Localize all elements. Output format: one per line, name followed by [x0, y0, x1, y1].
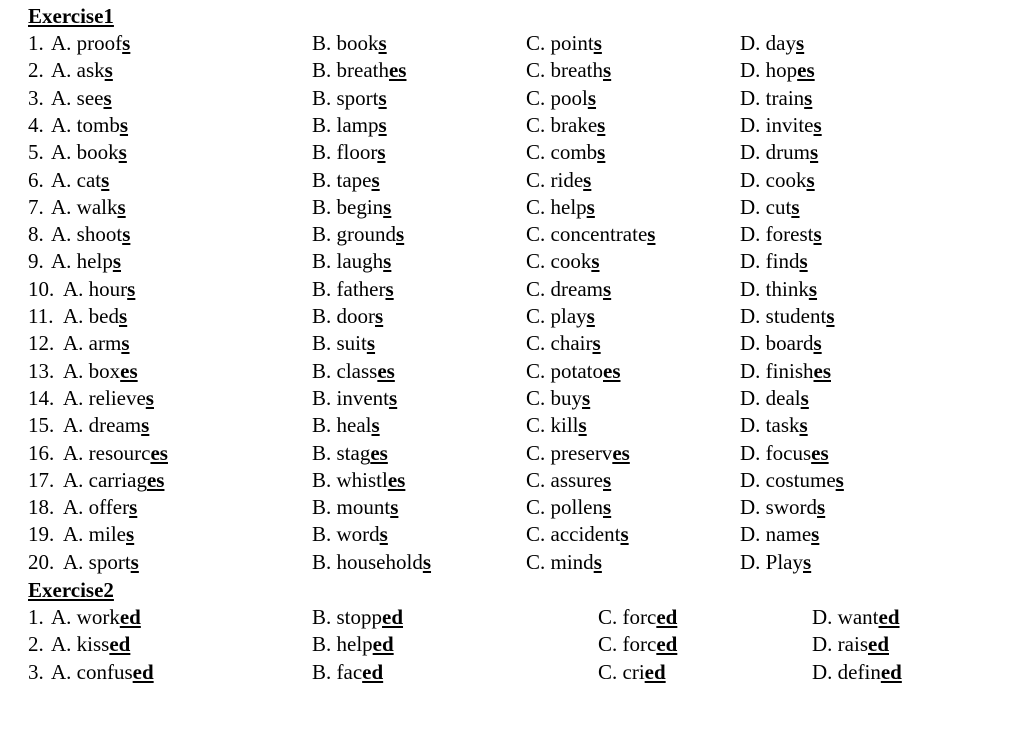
ending-highlight: s [127, 276, 136, 301]
ending-highlight: s [145, 385, 154, 410]
option-b: B. lamps [312, 112, 387, 137]
option-c: C. pools [526, 85, 597, 110]
option-b: B. floors [312, 140, 386, 165]
ending-highlight: s [806, 167, 815, 192]
ending-highlight: s [602, 276, 612, 301]
ending-highlight: s [122, 31, 131, 55]
ending-highlight: ed [132, 659, 154, 684]
question-row [0, 521, 1024, 548]
option-b: B. whistles [312, 467, 406, 492]
option-d: D. days [740, 31, 805, 55]
ending-highlight: s [122, 222, 131, 247]
ending-highlight: s [803, 549, 812, 574]
ending-highlight: s [799, 249, 808, 274]
option-c: C. forced [598, 632, 678, 657]
option-c: C. assures [526, 467, 612, 492]
ending-highlight: s [591, 249, 600, 274]
option-b: B. faced [312, 659, 384, 684]
option-a: A. worked [51, 605, 141, 629]
ending-highlight: ed [878, 605, 900, 629]
ending-highlight: s [104, 58, 113, 83]
question-row [0, 659, 1024, 686]
ending-highlight: s [597, 140, 606, 165]
ending-highlight: s [796, 31, 805, 55]
ending-highlight: s [647, 222, 656, 247]
question-row [0, 303, 1024, 330]
question-row [0, 276, 1024, 303]
ending-highlight: s [810, 140, 819, 165]
option-a: A. tombs [51, 112, 129, 137]
option-a: A. helps [51, 249, 122, 274]
ending-highlight: s [804, 85, 813, 110]
question-row [0, 330, 1024, 357]
ending-highlight: s [620, 522, 629, 547]
option-d: D. cuts [740, 194, 800, 219]
option-d: D. defined [812, 659, 902, 684]
question-number: 15. [28, 413, 55, 438]
ending-highlight: s [422, 549, 432, 574]
ending-highlight: s [799, 413, 808, 438]
ending-highlight: s [578, 413, 587, 438]
ending-highlight: ed [656, 605, 678, 629]
option-c: C. dreams [526, 276, 612, 301]
ending-highlight: s [126, 522, 135, 547]
question-row [0, 412, 1024, 439]
question-row [0, 467, 1024, 494]
ending-highlight: s [800, 385, 809, 410]
ending-highlight: s [383, 194, 392, 219]
ending-highlight: s [826, 304, 835, 328]
option-d: D. hopes [740, 58, 815, 83]
question-number: 3. [28, 85, 44, 110]
option-c: C. pollens [526, 495, 612, 520]
option-c: C. accidents [526, 522, 629, 547]
option-c: C. minds [526, 549, 602, 574]
question-row [0, 194, 1024, 221]
ending-highlight: s [121, 331, 130, 356]
ending-highlight: s [791, 194, 800, 219]
ending-highlight: es [387, 467, 406, 492]
option-b: B. mounts [312, 495, 399, 520]
ending-highlight: s [129, 495, 138, 520]
option-a: A. walks [51, 194, 126, 219]
ending-highlight: es [388, 58, 407, 83]
exercise1-heading: Exercise1 [28, 4, 114, 28]
option-c: C. concentrates [526, 222, 656, 247]
question-number: 1. [28, 605, 44, 629]
option-b: B. helped [312, 632, 394, 657]
option-c: C. plays [526, 304, 595, 328]
option-d: D. invites [740, 112, 822, 137]
ending-highlight: es [811, 440, 829, 465]
question-row [0, 631, 1024, 658]
option-a: A. sees [51, 85, 112, 110]
option-c: C. points [526, 31, 602, 55]
option-a: A. carriages [63, 467, 165, 492]
question-number: 16. [28, 440, 55, 465]
ending-highlight: s [813, 112, 822, 137]
option-a: A. sports [63, 549, 139, 574]
ending-highlight: ed [880, 659, 902, 684]
option-d: D. Plays [740, 549, 812, 574]
ending-highlight: s [118, 140, 127, 165]
question-row [0, 85, 1024, 112]
ending-highlight: s [379, 522, 388, 547]
ending-highlight: es [370, 440, 388, 465]
option-b: B. laughs [312, 249, 392, 274]
ending-highlight: s [389, 385, 398, 410]
ending-highlight: ed [372, 632, 394, 657]
ending-highlight: s [383, 249, 392, 274]
option-c: C. potatoes [526, 358, 621, 383]
option-d: D. thinks [740, 276, 818, 301]
question-row [0, 30, 1024, 57]
option-a: A. dreams [63, 413, 150, 438]
option-b: B. grounds [312, 222, 405, 247]
option-a: A. hours [63, 276, 136, 301]
ending-highlight: s [130, 549, 139, 574]
question-row [0, 248, 1024, 275]
option-b: B. classes [312, 358, 395, 383]
option-b: B. stages [312, 440, 388, 465]
option-c: C. brakes [526, 112, 606, 137]
ending-highlight: es [813, 358, 831, 383]
exercise2-heading: Exercise2 [28, 578, 114, 602]
option-b: B. breathes [312, 58, 407, 83]
ending-highlight: s [817, 495, 826, 520]
option-a: A. miles [63, 522, 135, 547]
question-number: 19. [28, 522, 55, 547]
ending-highlight: s [602, 58, 612, 83]
question-row [0, 57, 1024, 84]
ending-highlight: ed [644, 659, 666, 684]
ending-highlight: s [592, 331, 601, 356]
ending-highlight: s [101, 167, 110, 192]
ending-highlight: es [797, 58, 815, 83]
question-number: 11. [28, 304, 54, 328]
ending-highlight: s [603, 467, 612, 492]
option-b: B. words [312, 522, 388, 547]
option-b: B. stopped [312, 605, 404, 629]
option-d: D. cooks [740, 167, 815, 192]
question-number: 6. [28, 167, 44, 192]
ending-highlight: s [378, 31, 387, 55]
ending-highlight: s [593, 31, 602, 55]
question-row [0, 139, 1024, 166]
question-row [0, 221, 1024, 248]
ending-highlight: s [103, 85, 112, 110]
ending-highlight: s [112, 249, 122, 274]
ending-highlight: ed [656, 632, 678, 657]
option-c: C. buys [526, 385, 591, 410]
question-number: 2. [28, 58, 44, 83]
ending-highlight: ed [109, 632, 131, 657]
question-number: 18. [28, 495, 55, 520]
ending-highlight: s [371, 167, 380, 192]
question-number: 14. [28, 385, 55, 410]
option-a: A. relieves [63, 385, 154, 410]
question-number: 13. [28, 358, 55, 383]
question-row [0, 494, 1024, 521]
ending-highlight: es [150, 440, 168, 465]
option-d: D. names [740, 522, 820, 547]
option-d: D. wanted [812, 605, 900, 629]
ending-highlight: s [587, 85, 597, 110]
option-b: B. doors [312, 304, 384, 328]
question-number: 3. [28, 659, 44, 684]
ending-highlight: es [146, 467, 165, 492]
ending-highlight: s [813, 331, 822, 356]
option-b: B. heals [312, 413, 380, 438]
option-d: D. raised [812, 632, 889, 657]
option-d: D. tasks [740, 413, 808, 438]
option-d: D. finishes [740, 358, 831, 383]
option-a: A. arms [63, 331, 130, 356]
ending-highlight: s [375, 304, 384, 328]
option-c: C. helps [526, 194, 595, 219]
ending-highlight: s [385, 276, 394, 301]
ending-highlight: s [583, 167, 592, 192]
option-c: C. cooks [526, 249, 600, 274]
ending-highlight: s [813, 222, 822, 247]
option-a: A. resources [63, 440, 168, 465]
option-c: C. cried [598, 659, 666, 684]
ending-highlight: ed [382, 605, 404, 629]
option-a: A. books [51, 140, 127, 165]
ending-highlight: s [597, 112, 606, 137]
option-b: B. sports [312, 85, 387, 110]
question-row [0, 440, 1024, 467]
option-b: B. books [312, 31, 387, 55]
option-d: D. students [740, 304, 835, 328]
ending-highlight: ed [362, 659, 384, 684]
ending-highlight: s [835, 467, 844, 492]
option-a: A. proofs [51, 31, 131, 55]
option-a: A. shoots [51, 222, 131, 247]
question-number: 4. [28, 112, 44, 137]
ending-highlight: es [603, 358, 621, 383]
option-c: C. rides [526, 167, 592, 192]
ending-highlight: s [117, 194, 126, 219]
question-number: 5. [28, 140, 44, 165]
option-c: C. combs [526, 140, 606, 165]
question-number: 20. [28, 549, 55, 574]
ending-highlight: s [141, 413, 150, 438]
option-b: B. suits [312, 331, 376, 356]
option-a: A. confused [51, 659, 154, 684]
option-b: B. begins [312, 194, 392, 219]
ending-highlight: ed [868, 632, 889, 657]
ending-highlight: s [603, 495, 612, 520]
option-a: A. beds [63, 304, 128, 328]
question-number: 7. [28, 194, 44, 219]
question-number: 8. [28, 222, 44, 247]
option-b: B. tapes [312, 167, 380, 192]
ending-highlight: s [378, 85, 387, 110]
ending-highlight: s [119, 304, 128, 328]
question-row [0, 549, 1024, 576]
ending-highlight: s [366, 331, 376, 356]
question-row [0, 167, 1024, 194]
ending-highlight: s [586, 304, 595, 328]
question-row [0, 112, 1024, 139]
option-a: A. asks [51, 58, 113, 83]
ending-highlight: s [371, 413, 380, 438]
option-b: B. invents [312, 385, 398, 410]
option-c: C. forced [598, 605, 678, 629]
option-b: B. fathers [312, 276, 394, 301]
question-row [0, 385, 1024, 412]
question-number: 9. [28, 249, 44, 274]
question-number: 17. [28, 467, 55, 492]
ending-highlight: s [377, 140, 386, 165]
ending-highlight: es [120, 358, 138, 383]
option-d: D. deals [740, 385, 809, 410]
ending-highlight: s [390, 495, 399, 520]
option-d: D. swords [740, 495, 826, 520]
ending-highlight: ed [119, 605, 141, 629]
option-c: C. kills [526, 413, 587, 438]
ending-highlight: es [377, 358, 395, 383]
option-c: C. preserves [526, 440, 630, 465]
option-a: A. cats [51, 167, 110, 192]
question-row [0, 604, 1024, 631]
option-a: A. kissed [51, 632, 131, 657]
ending-highlight: s [378, 112, 387, 137]
ending-highlight: s [811, 522, 820, 547]
option-d: D. forests [740, 222, 822, 247]
ending-highlight: s [808, 276, 818, 301]
question-number: 1. [28, 31, 44, 55]
option-c: C. breaths [526, 58, 612, 83]
ending-highlight: s [593, 549, 602, 574]
option-b: B. households [312, 549, 432, 574]
ending-highlight: s [586, 194, 595, 219]
question-row [0, 358, 1024, 385]
option-d: D. boards [740, 331, 822, 356]
option-d: D. costumes [740, 467, 844, 492]
option-a: A. offers [63, 495, 138, 520]
question-number: 12. [28, 331, 55, 356]
option-d: D. finds [740, 249, 808, 274]
ending-highlight: s [582, 385, 591, 410]
option-c: C. chairs [526, 331, 601, 356]
option-a: A. boxes [63, 358, 138, 383]
ending-highlight: s [396, 222, 405, 247]
ending-highlight: s [119, 112, 129, 137]
option-d: D. trains [740, 85, 813, 110]
option-d: D. focuses [740, 440, 829, 465]
question-number: 2. [28, 632, 44, 657]
ending-highlight: es [612, 440, 630, 465]
option-d: D. drums [740, 140, 819, 165]
question-number: 10. [28, 276, 55, 301]
